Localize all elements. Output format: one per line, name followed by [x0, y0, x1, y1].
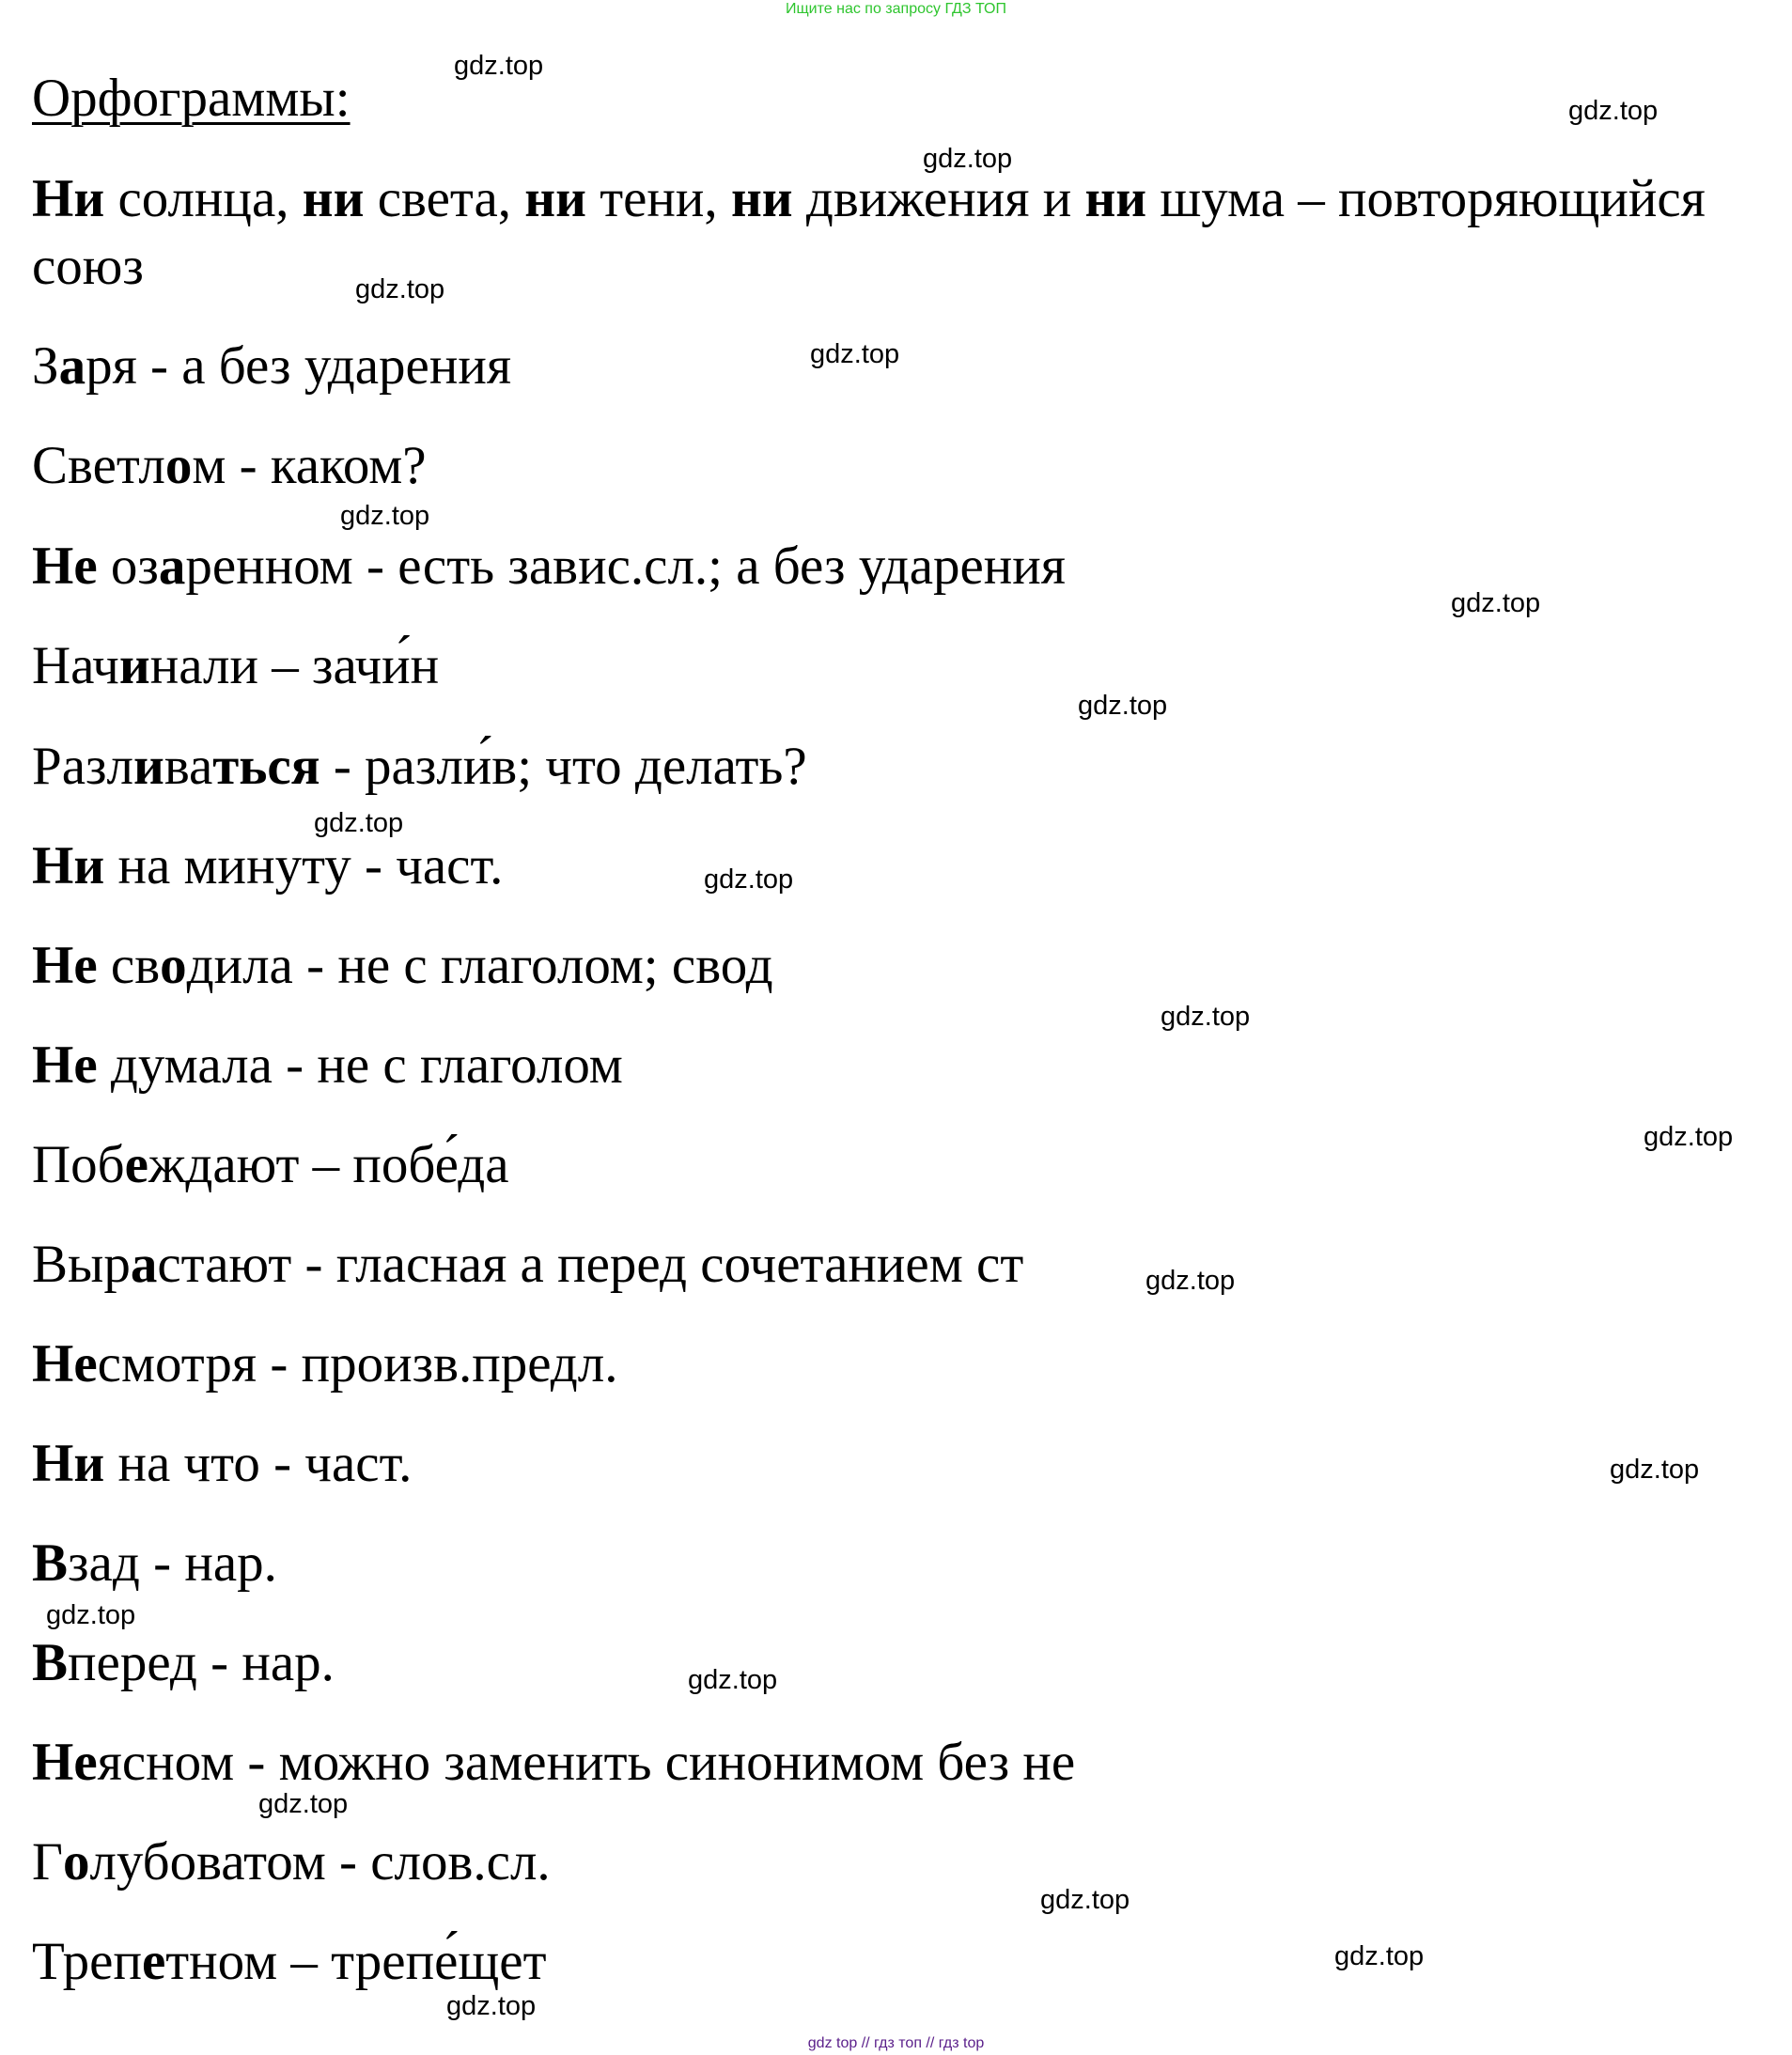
- highlighted-letters: ни: [730, 169, 793, 228]
- text-segment: ясном - можно заменить синонимом без не: [97, 1733, 1076, 1792]
- text-segment: Поб: [32, 1135, 125, 1194]
- text-segment: на что - част.: [104, 1434, 413, 1493]
- watermark: gdz.top: [1078, 691, 1168, 721]
- text-segment: смотря - произв.предл.: [97, 1334, 618, 1393]
- text-segment: на минуту - част.: [104, 836, 504, 895]
- text-line: [32, 1331, 618, 1398]
- text-segment: шума – повторяющийся союз: [32, 169, 1706, 296]
- highlighted-letters: Ни: [32, 169, 105, 228]
- highlighted-letters: Не: [32, 1035, 98, 1095]
- watermark: gdz.top: [454, 51, 544, 81]
- text-segment: стают - гласная а перед сочетанием ст: [157, 1235, 1024, 1294]
- text-segment: дила - не с глаголом; свод: [186, 936, 773, 995]
- watermark: gdz.top: [46, 1600, 136, 1630]
- text-segment: перед - нар.: [68, 1633, 335, 1692]
- text-segment: ренном - есть завис.сл.; а без ударения: [185, 537, 1067, 596]
- text-segment: Г: [32, 1832, 63, 1892]
- highlighted-letters: и: [132, 737, 164, 796]
- watermark: gdz.top: [258, 1789, 349, 1819]
- text-line: [32, 632, 439, 700]
- highlighted-letters: е: [141, 1932, 166, 1991]
- text-line: [32, 733, 807, 801]
- text-line: [32, 1829, 551, 1896]
- text-segment: солнца,: [104, 169, 303, 228]
- page-title: Орфограммы:: [32, 69, 351, 128]
- text-segment: Нач: [32, 636, 119, 695]
- text-line: [32, 1231, 1023, 1299]
- highlighted-letters: о: [160, 936, 187, 995]
- watermark: gdz.top: [1334, 1941, 1425, 1971]
- highlighted-letters: ни: [524, 169, 586, 228]
- highlighted-letters: о: [62, 1832, 90, 1892]
- highlighted-letters: и: [118, 636, 150, 695]
- watermark: gdz.top: [355, 274, 445, 304]
- watermark: gdz.top: [1161, 1002, 1251, 1032]
- text-segment: ждают – побе́да: [148, 1135, 509, 1194]
- text-line: [32, 165, 1770, 301]
- text-line: [32, 932, 773, 1000]
- highlighted-letters: Не: [32, 1733, 98, 1792]
- highlighted-letters: Не: [32, 537, 98, 596]
- text-segment: движения и: [792, 169, 1085, 228]
- watermark: gdz.top: [810, 339, 900, 369]
- watermark: gdz.top: [1451, 588, 1541, 618]
- text-line: [32, 1729, 1075, 1797]
- text-segment: ва: [164, 737, 213, 796]
- highlighted-letters: а: [158, 537, 186, 596]
- text-segment: света,: [364, 169, 525, 228]
- watermark: gdz.top: [1040, 1885, 1130, 1915]
- text-line: [32, 1430, 412, 1498]
- text-line: [32, 333, 511, 400]
- text-segment: нали – зачи́н: [149, 636, 440, 695]
- text-segment: оз: [97, 537, 159, 596]
- text-line: [32, 533, 1066, 600]
- top-banner: Ищите нас по запросу ГДЗ ТОП: [786, 1, 1006, 17]
- highlighted-letters: Не: [32, 1334, 98, 1393]
- watermark: gdz.top: [1610, 1455, 1700, 1485]
- highlighted-letters: В: [32, 1633, 69, 1692]
- watermark: gdz.top: [446, 1991, 537, 2021]
- text-segment: Разл: [32, 737, 133, 796]
- text-segment: лубоватом - слов.сл.: [89, 1832, 551, 1892]
- watermark: gdz.top: [340, 501, 430, 531]
- highlighted-letters: Не: [32, 936, 98, 995]
- text-line: [32, 1928, 546, 1996]
- text-segment: тени,: [585, 169, 731, 228]
- text-line: [32, 432, 427, 500]
- watermark: gdz.top: [314, 808, 404, 838]
- highlighted-letters: Ни: [32, 836, 105, 895]
- text-segment: Выр: [32, 1235, 131, 1294]
- highlighted-letters: В: [32, 1533, 69, 1593]
- watermark: gdz.top: [1644, 1122, 1734, 1152]
- highlighted-letters: ни: [1084, 169, 1147, 228]
- text-segment: зад - нар.: [68, 1533, 277, 1593]
- text-segment: св: [97, 936, 161, 995]
- text-line: [32, 833, 503, 900]
- text-segment: З: [32, 336, 59, 396]
- watermark: gdz.top: [704, 864, 794, 895]
- highlighted-letters: ться: [212, 737, 320, 796]
- watermark: gdz.top: [1145, 1266, 1236, 1296]
- text-line: [32, 1032, 623, 1099]
- text-line: [32, 1131, 509, 1199]
- highlighted-letters: ни: [302, 169, 365, 228]
- text-line: [32, 1530, 277, 1597]
- text-segment: - разли́в; что делать?: [319, 737, 807, 796]
- highlighted-letters: а: [130, 1235, 158, 1294]
- highlighted-letters: Ни: [32, 1434, 105, 1493]
- text-line: [32, 1629, 335, 1697]
- watermark: gdz.top: [688, 1665, 778, 1695]
- text-segment: тном – трепе́щет: [165, 1932, 547, 1991]
- text-segment: м - каком?: [192, 436, 427, 495]
- highlighted-letters: о: [164, 436, 193, 495]
- text-segment: Светл: [32, 436, 165, 495]
- text-segment: думала - не с глаголом: [97, 1035, 623, 1095]
- highlighted-letters: е: [124, 1135, 148, 1194]
- watermark: gdz.top: [1568, 96, 1659, 126]
- bottom-banner: gdz top // гдз топ // гдз top: [807, 2035, 985, 2051]
- text-segment: Треп: [32, 1932, 142, 1991]
- watermark: gdz.top: [923, 144, 1013, 174]
- highlighted-letters: а: [58, 336, 86, 396]
- text-segment: ря - а без ударения: [86, 336, 512, 396]
